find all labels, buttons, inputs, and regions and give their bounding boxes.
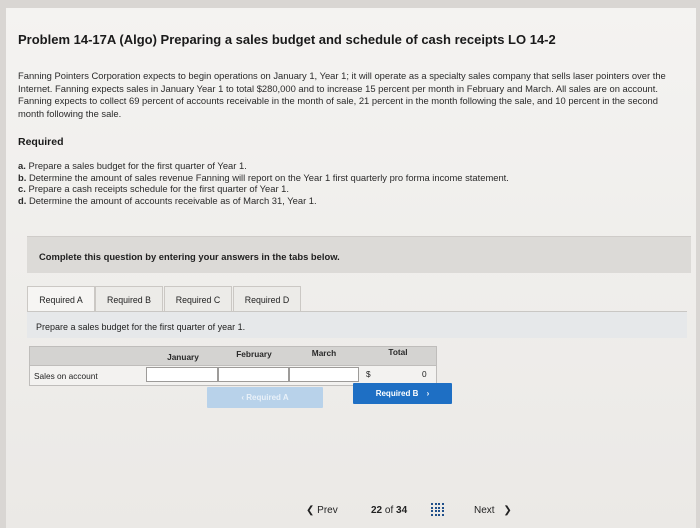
- next-page-button[interactable]: [474, 505, 512, 516]
- january-input[interactable]: [146, 367, 218, 382]
- column-header: March: [311, 348, 337, 358]
- table-header: [29, 346, 437, 366]
- requirement-item: [18, 172, 509, 184]
- chevron-left-icon: ‹: [241, 393, 245, 402]
- tab-prompt-bar: [27, 311, 687, 338]
- requirement-text: Determine the amount of sales revenue Fanning will report on the Year 1 first quarterly pro forma income statement.: [28, 171, 509, 183]
- prev-label: Prev: [317, 505, 338, 516]
- chevron-right-icon: ❯: [503, 505, 512, 516]
- chevron-left-icon: ❮: [306, 505, 315, 516]
- requirement-letter: c.: [18, 183, 26, 194]
- march-input[interactable]: [289, 367, 359, 382]
- requirement-item: [18, 183, 509, 195]
- tab-required-b[interactable]: Required B: [95, 286, 163, 313]
- instructions-banner: [27, 236, 691, 273]
- requirement-text: Prepare a cash receipts schedule for the first quarter of Year 1.: [28, 183, 289, 194]
- column-header: Total: [388, 347, 408, 357]
- requirement-letter: d.: [18, 194, 27, 206]
- requirement-item: [18, 160, 509, 172]
- tab-required-c[interactable]: Required C: [164, 286, 232, 313]
- prev-required-button[interactable]: [207, 387, 323, 408]
- sales-budget-table: [29, 346, 437, 386]
- tab-required-a[interactable]: Required A: [27, 286, 95, 313]
- prev-page-button[interactable]: [306, 505, 338, 516]
- requirement-text: Prepare a sales budget for the first quarter of Year 1.: [28, 160, 247, 171]
- column-header: February: [236, 349, 272, 359]
- row-label: Sales on account: [34, 371, 98, 381]
- column-header: January: [167, 352, 199, 362]
- tab-required-d[interactable]: Required D: [233, 286, 301, 313]
- next-label: Next: [474, 505, 495, 516]
- required-heading: Required: [18, 136, 64, 148]
- next-required-label: Required B: [375, 389, 419, 398]
- question-grid-icon[interactable]: [431, 503, 444, 516]
- requirement-letter: a.: [18, 160, 26, 171]
- prev-required-label: Required A: [246, 393, 289, 402]
- requirement-text: Determine the amount of accounts receivable as of March 31, Year 1.: [28, 194, 317, 206]
- currency-symbol: $: [366, 369, 371, 379]
- page-indicator: [371, 505, 407, 516]
- page-total: 34: [396, 505, 408, 516]
- requirement-letter: b.: [18, 171, 27, 183]
- instructions-text: Complete this question by entering your answers in the tabs below.: [39, 251, 340, 262]
- february-input[interactable]: [218, 367, 289, 382]
- next-required-button[interactable]: [353, 383, 452, 404]
- problem-intro: Fanning Pointers Corporation expects to begin operations on January 1, Year 1; it will operate as a specialty sales company that sells laser pointers over the Internet. Fanning expects sales in January Year 1 to total $280,000 and to increase 15 percent per month in February and March. All sales are on account. Fanning expects to collect 69 percent of accounts receivable in the month of sale, 21 percent in the month following the sale, and 10 percent in the second month following the sale.: [18, 70, 666, 119]
- tab-prompt: Prepare a sales budget for the first quarter of year 1.: [36, 322, 246, 332]
- page-of: of: [384, 505, 394, 516]
- problem-title: Problem 14-17A (Algo) Preparing a sales budget and schedule of cash receipts LO 14-2: [18, 32, 556, 47]
- page-current: 22: [371, 505, 383, 516]
- chevron-right-icon: ›: [426, 389, 430, 398]
- total-value: 0: [422, 369, 427, 379]
- requirement-item: [18, 195, 509, 207]
- requirements-list: [18, 160, 509, 206]
